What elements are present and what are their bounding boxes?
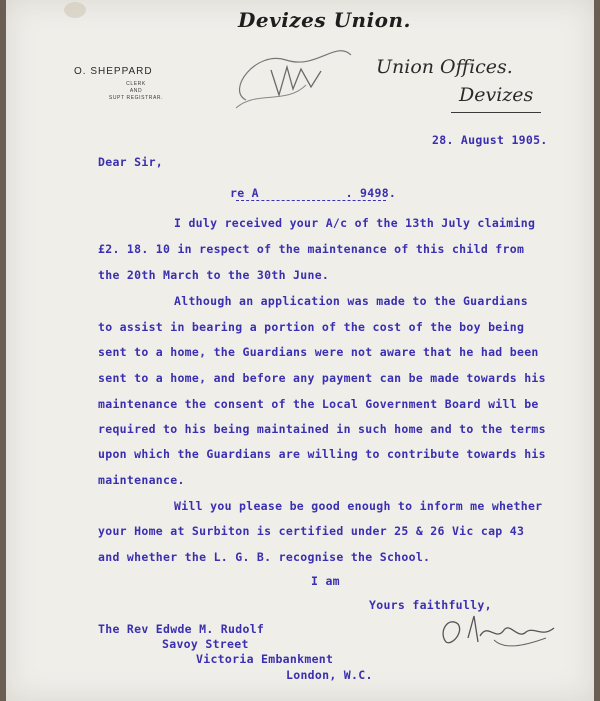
address-line-offices: Union Offices. (376, 56, 513, 78)
clerk-name: O. SHEPPARD (74, 66, 153, 77)
letter-reference: re A . 9498. (230, 186, 397, 200)
body-line: upon which the Guardians are willing to contribute towards his (98, 447, 546, 461)
recipient-line: Savoy Street (162, 637, 249, 651)
body-line: maintenance. (98, 473, 185, 487)
body-line: required to his being maintained in such home and to the terms (98, 422, 546, 436)
scan-edge-right (594, 0, 600, 701)
body-line: and whether the L. G. B. recognise the School. (98, 550, 431, 564)
letter-date: 28. August 1905. (432, 133, 548, 147)
clerk-role: CLERK AND SUPT REGISTRAR. (108, 81, 164, 101)
body-line: Will you please be good enough to inform me whether (174, 499, 543, 513)
body-line: the 20th March to the 30th June. (98, 268, 330, 282)
received-stamp-icon (216, 30, 366, 120)
recipient-line: Victoria Embankment (196, 652, 334, 666)
address-underline (451, 112, 541, 113)
body-line: to assist in bearing a portion of the cost of the boy being (98, 320, 525, 334)
closing-i-am: I am (311, 574, 340, 588)
body-line: sent to a home, and before any payment can be made towards his (98, 371, 546, 385)
address-line-town: Devizes (459, 84, 534, 106)
letter-salutation: Dear Sir, (98, 155, 164, 169)
paper-stain (64, 2, 86, 18)
reference-underline (236, 200, 386, 201)
body-line: sent to a home, the Guardians were not aware that he had been (98, 345, 539, 359)
letterhead-title: Devizes Union. (238, 8, 412, 32)
body-line: £2. 18. 10 in respect of the maintenance of this child from (98, 242, 525, 256)
body-line: your Home at Surbiton is certified under 25 & 26 Vic cap 43 (98, 524, 525, 538)
closing-yours-faithfully: Yours faithfully, (369, 598, 492, 612)
body-line: Although an application was made to the Guardians (174, 294, 528, 308)
letter-sheet (6, 0, 594, 701)
body-line: I duly received your A/c of the 13th July claiming (174, 216, 536, 230)
recipient-line: London, W.C. (286, 668, 373, 682)
signature-icon (434, 602, 574, 662)
recipient-line: The Rev Edwde M. Rudolf (98, 622, 265, 636)
body-line: maintenance the consent of the Local Government Board will be (98, 397, 539, 411)
